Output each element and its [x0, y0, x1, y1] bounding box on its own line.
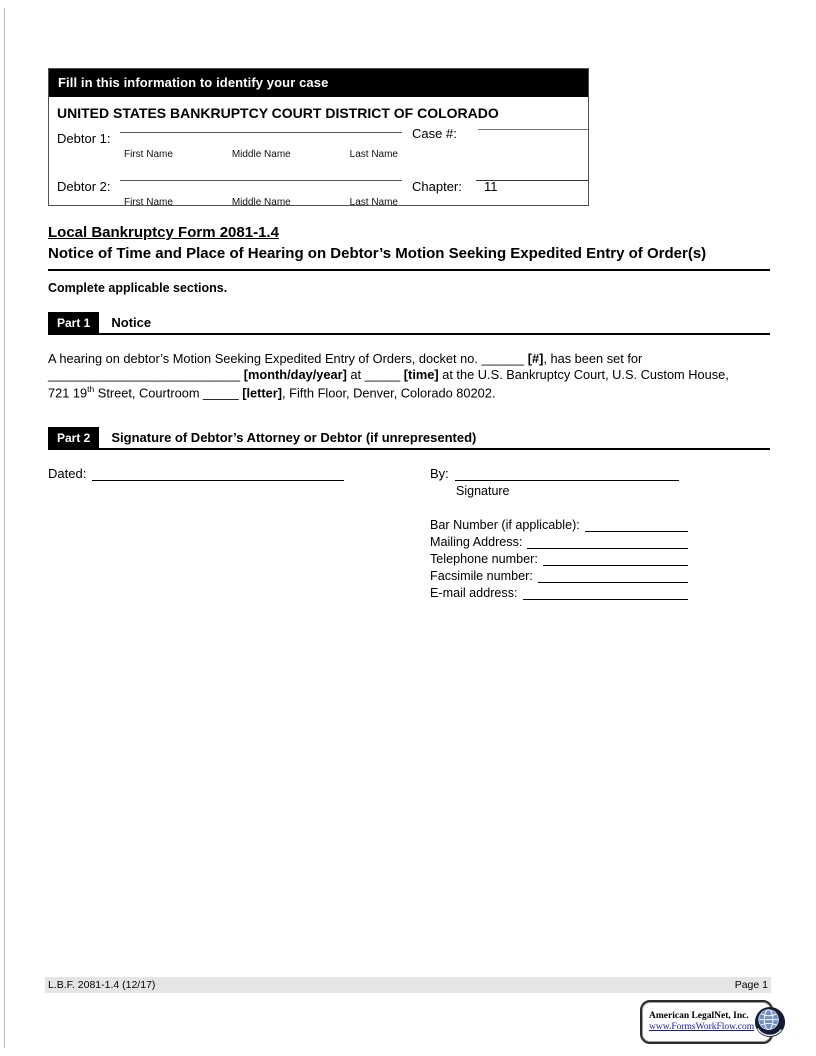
- middle-name-caption: Middle Name: [231, 197, 291, 208]
- form-title-heading: Notice of Time and Place of Hearing on Debtor’s Motion Seeking Expedited Entry of Order(s): [48, 245, 707, 262]
- part1-badge: Part 1: [48, 312, 99, 333]
- dated-row: [48, 466, 344, 481]
- bar-number-row: [430, 515, 688, 532]
- telephone-field[interactable]: [543, 553, 688, 566]
- page-edge-artifact: [4, 8, 5, 1048]
- case-identification-box: [48, 68, 589, 206]
- footer-bar: [45, 977, 771, 993]
- by-label: By:: [430, 466, 449, 481]
- debtor1-label: Debtor 1:: [57, 131, 111, 146]
- dated-label: Dated:: [48, 466, 87, 481]
- telephone-label: Telephone number:: [430, 552, 538, 566]
- last-name-caption: Last Name: [349, 149, 398, 160]
- first-name-caption: First Name: [124, 149, 173, 160]
- chapter-value: 11: [484, 179, 498, 194]
- last-name-caption: Last Name: [349, 197, 398, 208]
- aln-website-link[interactable]: www.FormsWorkFlow.com: [649, 1022, 755, 1032]
- form-number-heading: Local Bankruptcy Form 2081-1.4: [48, 224, 279, 241]
- signature-field[interactable]: [455, 466, 679, 481]
- dated-field[interactable]: [92, 466, 344, 481]
- bar-number-label: Bar Number (if applicable):: [430, 518, 580, 532]
- facsimile-field[interactable]: [538, 570, 688, 583]
- notice-paragraph: A hearing on debtor’s Motion Seeking Expedited Entry of Orders, docket no. ______ [#], has been set for ___________________________ [month/day/year] at _____ [time] at the U.S. Bankruptcy Court, U.S. Custom House, 721 19th Street, Courtroom _____ [letter], Fifth Floor, Denver, Colorado 80202.: [48, 351, 729, 401]
- part1-heading: Notice: [111, 315, 152, 330]
- attorney-contact-block: [430, 515, 688, 600]
- part2-heading: Signature of Debtor’s Attorney or Debtor (if unrepresented): [111, 430, 477, 445]
- aln-company-name: American LegalNet, Inc.: [649, 1010, 749, 1021]
- debtor2-label: Debtor 2:: [57, 179, 111, 194]
- email-row: [430, 583, 688, 600]
- mailing-address-row: [430, 532, 688, 549]
- first-name-caption: First Name: [124, 197, 173, 208]
- court-title: UNITED STATES BANKRUPTCY COURT DISTRICT OF COLORADO: [57, 105, 499, 121]
- email-label: E-mail address:: [430, 586, 518, 600]
- footer-form-id: L.B.F. 2081-1.4 (12/17): [48, 979, 156, 991]
- debtor2-name-sublabels: [120, 197, 402, 208]
- part1-header: [48, 312, 770, 335]
- instruction-text: Complete applicable sections.: [48, 281, 228, 295]
- debtor1-name-sublabels: [120, 149, 402, 160]
- telephone-row: [430, 549, 688, 566]
- identify-case-banner: Fill in this information to identify your case: [49, 69, 588, 97]
- debtor2-name-field[interactable]: [120, 180, 402, 181]
- mailing-address-label: Mailing Address:: [430, 535, 523, 549]
- bar-number-field[interactable]: [585, 519, 688, 532]
- chapter-label: Chapter:: [412, 179, 462, 194]
- part2-badge: Part 2: [48, 427, 99, 448]
- email-field[interactable]: [523, 587, 689, 600]
- signature-caption: Signature: [456, 484, 510, 498]
- footer-page-number: Page 1: [734, 979, 768, 991]
- form-title-block: [48, 223, 770, 271]
- debtor1-name-field[interactable]: [120, 132, 402, 133]
- chapter-field[interactable]: [476, 180, 588, 181]
- globe-icon: [754, 1006, 786, 1038]
- mailing-address-field[interactable]: [527, 536, 688, 549]
- middle-name-caption: Middle Name: [231, 149, 291, 160]
- case-number-field[interactable]: [478, 129, 588, 130]
- signature-block: [430, 466, 679, 498]
- part2-header: [48, 427, 770, 450]
- case-number-label: Case #:: [412, 126, 457, 141]
- facsimile-label: Facsimile number:: [430, 569, 533, 583]
- facsimile-row: [430, 566, 688, 583]
- american-legalnet-badge: [640, 1000, 773, 1044]
